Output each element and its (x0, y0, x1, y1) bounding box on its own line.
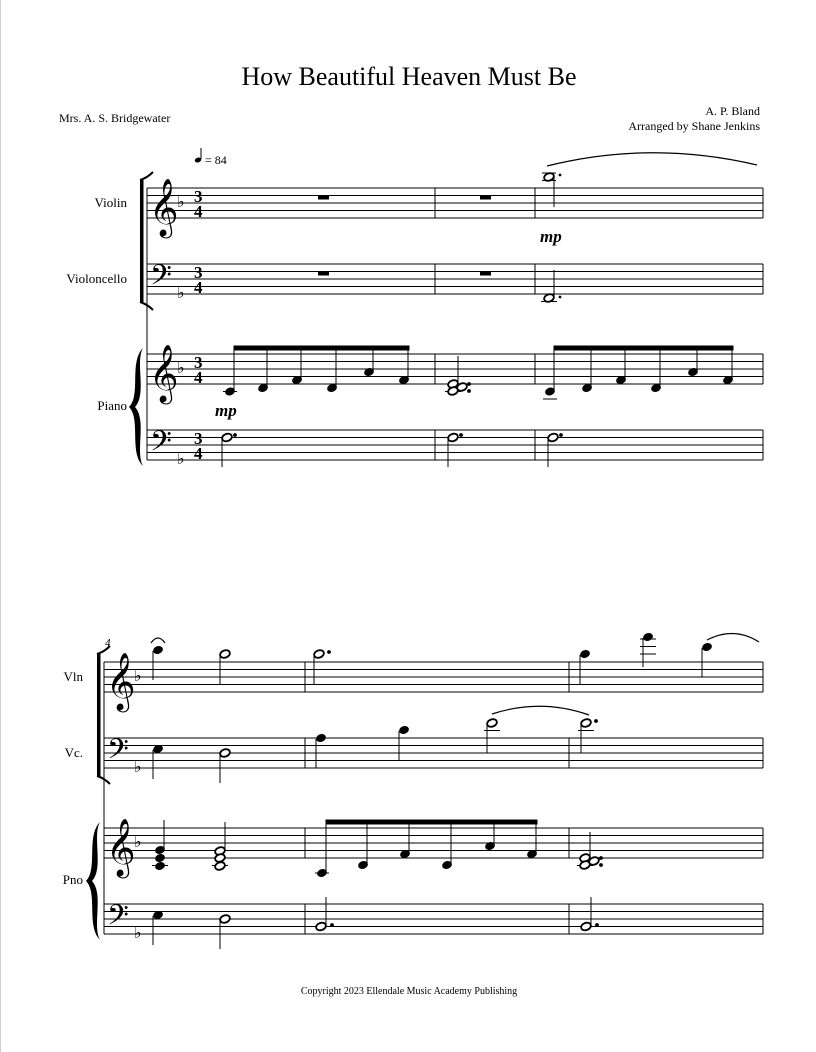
bass-clef-icon: 𝄢 (107, 901, 129, 938)
piano-lh-notes (153, 897, 599, 949)
dynamic-mp: mp (215, 401, 237, 420)
piano-rh-eighths (223, 346, 409, 396)
cello-notes (578, 718, 597, 753)
piano-brace (129, 348, 143, 466)
instrument-name-piano-short: Pno (62, 872, 83, 887)
staff-violin (104, 662, 763, 692)
time-signature (194, 187, 203, 463)
svg-text:4: 4 (194, 368, 203, 387)
violin-notes (580, 632, 759, 684)
measure-number: 4 (105, 637, 111, 649)
flat-icon: ♭ (134, 759, 142, 776)
flat-icon: ♭ (177, 451, 185, 468)
staff-piano-rh (104, 828, 763, 858)
composer-credit: A. P. Bland (705, 104, 760, 118)
treble-clef-icon: 𝄞 (149, 345, 179, 401)
lyricist-credit: Mrs. A. S. Bridgewater (59, 111, 171, 125)
copyright-notice: Copyright 2023 Ellendale Music Academy Publishing (300, 986, 518, 997)
instrument-name-cello: Violoncello (66, 271, 127, 286)
sheet-music (1, 0, 816, 1052)
tempo-marking (194, 148, 227, 167)
flat-icon: ♭ (134, 925, 142, 942)
treble-clef-icon: 𝄞 (106, 653, 136, 709)
svg-text:3: 3 (194, 187, 203, 206)
barlines (435, 188, 763, 460)
piano-rh-chord (577, 832, 602, 870)
instrument-name-piano: Piano (97, 398, 127, 413)
flat-icon: ♭ (177, 194, 185, 211)
arranger-credit: Arranged by Shane Jenkins (628, 119, 760, 133)
flat-icon: ♭ (177, 285, 185, 302)
bass-clef-icon: 𝄢 (107, 735, 129, 772)
staff-cello (104, 738, 763, 768)
staff-piano-lh (104, 904, 763, 934)
svg-text:3: 3 (194, 429, 203, 448)
slur (547, 153, 757, 166)
cello-notes (316, 706, 589, 768)
flat-icon: ♭ (134, 668, 142, 685)
piano-rh-eighths (315, 820, 537, 878)
svg-text:4: 4 (194, 202, 203, 221)
staff-cello (147, 264, 763, 294)
instrument-name-cello-short: Vc. (64, 745, 83, 760)
cello-notes (153, 744, 231, 783)
treble-clef-icon: 𝄞 (106, 819, 136, 875)
barlines (305, 662, 763, 934)
flat-icon: ♭ (134, 834, 142, 851)
bass-clef-icon: 𝄢 (150, 261, 172, 298)
treble-clef-icon: 𝄞 (149, 179, 179, 235)
svg-text:4: 4 (194, 444, 203, 463)
instrument-name-violin-short: Vln (63, 669, 83, 684)
whole-rests (318, 196, 491, 276)
svg-text:3: 3 (194, 263, 203, 282)
piano-brace (86, 822, 100, 940)
page-title: How Beautiful Heaven Must Be (241, 62, 577, 91)
violin-notes (313, 649, 330, 684)
piano-rh-chord (445, 356, 470, 396)
flat-icon: ♭ (177, 360, 185, 377)
bass-clef-icon: 𝄢 (150, 427, 172, 464)
instrument-name-violin: Violin (94, 195, 127, 210)
system-1 (66, 148, 763, 468)
tempo-text: = 84 (205, 153, 227, 167)
violin-note (542, 172, 561, 207)
system-2 (63, 632, 763, 949)
svg-text:4: 4 (194, 278, 203, 297)
staff-violin (147, 188, 763, 218)
dynamic-mp: mp (540, 227, 562, 246)
svg-text:3: 3 (194, 353, 203, 372)
